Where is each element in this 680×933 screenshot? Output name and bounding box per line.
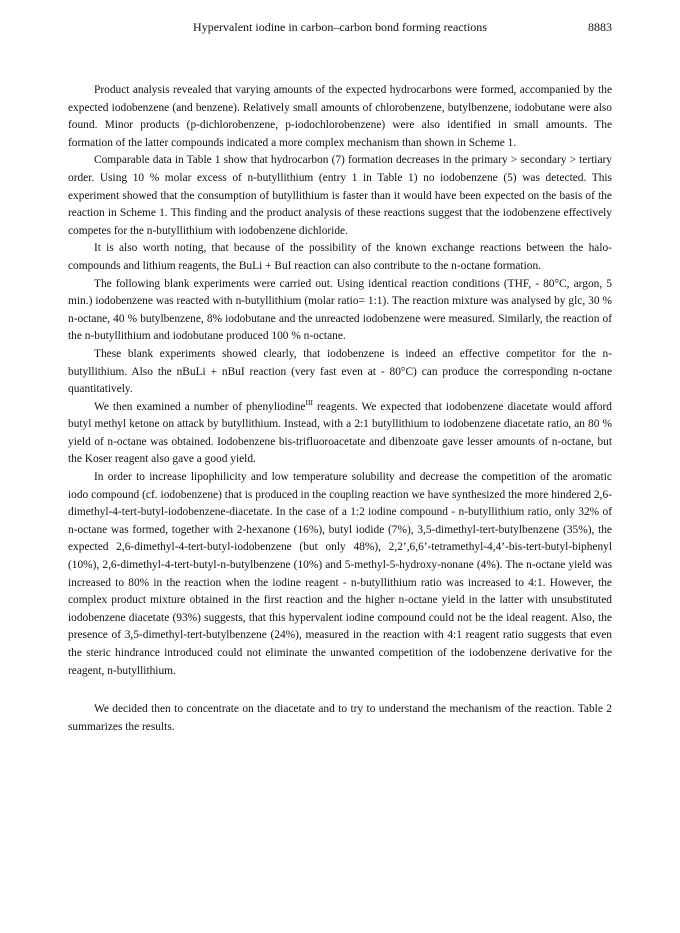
paragraph-exchange-reactions: It is also worth noting, that because of the possibility of the known exchange reactions between the halo-compounds and lithium reagents, the BuLi + BuI reaction can also contribute to the n-octane formation. [68,242,612,272]
oxidation-state-superscript: III [305,397,313,407]
paragraph-phenyliodine-reagents [68,399,612,469]
paragraph-diacetate-focus: We decided then to concentrate on the diacetate and to try to understand the mechanism of the reaction. Table 2 summarizes the results. [68,703,612,733]
paragraph-blank-experiments: The following blank experiments were carried out. Using identical reaction conditions (THF, - 80°C, argon, 5 min.) iodobenzene was reacted with n-butyllithium (molar ratio= 1:1). The reaction mixture was analysed by glc, 30 % n-octane, 40 % butylbenzene, 8% iodobutane and the unreacted iodobenzene were measured. Similarly, the reaction of the n-butyllithium and iodobutane produced 100 % n-octane. [68,277,612,343]
paragraph-comparable-data: Comparable data in Table 1 show that hydrocarbon (7) formation decreases in the primary > secondary > tertiary order. Using 10 % molar excess of n-butyllithium (entry 1 in Table 1) no iodobenzene (5) was detected. This experiment showed that the consumption of butyllithium is faster than it would have been expected on the basis of the reaction in Scheme 1. This finding and the product analysis of these reactions suggest that the iodobenzene effectively competes for the n-butyllithium with iodobenzene dichloride. [68,154,612,237]
running-head [68,20,612,40]
paragraph-lipophilicity: In order to increase lipophilicity and low temperature solubility and decrease the competition of the aromatic iodo compound (cf. iodobenzene) that is produced in the coupling reaction we have synthesized the more hindered 2,6-dimethyl-4-tert-butyl-iodobenzene-diacetate. In the case of a 1:2 iodine compound - n-butyllithium ratio, only 32% of n-octane was formed, together with 2-hexanone (16%), butyl iodide (7%), 3,5-dimethyl-tert-butylbenzene (35%), the expected 2,6-dimethyl-4-tert-butyl-iodobenzene (but only 48%), 2,2’,6,6’-tetramethyl-4,4’-bis-tert-butyl-biphenyl (10%), 2,6-dimethyl-4-tert-butyl-n-butylbenzene (10%) and 5-methyl-5-hydroxy-nonane (4%). The n-octane yield was increased to 80% in the reaction when the iodine reagent - n-butyllithium ratio was increased to 4:1. However, the complex product mixture obtained in the first reaction and the higher n-octane yield in the latter with unsubstituted iodobenzene diacetate (93%) suggests, that this hypervalent iodine compound could not be the ideal reagent. Also, the presence of 3,5-dimethyl-tert-butylbenzene (24%), measured in the reaction with 4:1 reagent ratio suggests that even the steric hindrance introduced could not eliminate the unwanted competition of the iodobenzene derivative for the reagent, n-butyllithium. [68,471,612,677]
paragraph-phenyliodine-rest: reagents. We expected that iodobenzene diacetate would afford butyl methyl ketone on attack by butyllithium. Instead, with a 2:1 butyllithium to iodobenzene diacetate ratio, an 80 % yield of n-octane was obtained. Iodobenzene bis-trifluoroacetate and dibenzoate gave lesser amounts of n-octane, but the Koser reagent also gave a good yield. [68,400,612,466]
paragraph-blank-results: These blank experiments showed clearly, that iodobenzene is indeed an effective competitor for the n-butyllithium. Also the nBuLi + nBuI reaction (very fast even at - 80°C) can produce the corresponding n-octane quantitatively. [68,347,612,396]
page-number: 8883 [588,20,612,34]
running-title: Hypervalent iodine in carbon–carbon bond forming reactions [193,20,487,34]
paragraph-product-analysis: Product analysis revealed that varying amounts of the expected hydrocarbons were formed, accompanied by the expected iodobenzene (and benzene). Relatively small amounts of chlorobenzene, butylbenzene, iodobutane were also found. Minor products (p-dichlorobenzene, p-iodochlorobenzene) were also identified in small amounts. The formation of the latter compounds indicated a more complex mechanism than shown in Scheme 1. [68,84,612,149]
body-text [68,82,612,736]
paragraph-phenyliodine-start: We then examined a number of phenyliodine [94,400,306,413]
